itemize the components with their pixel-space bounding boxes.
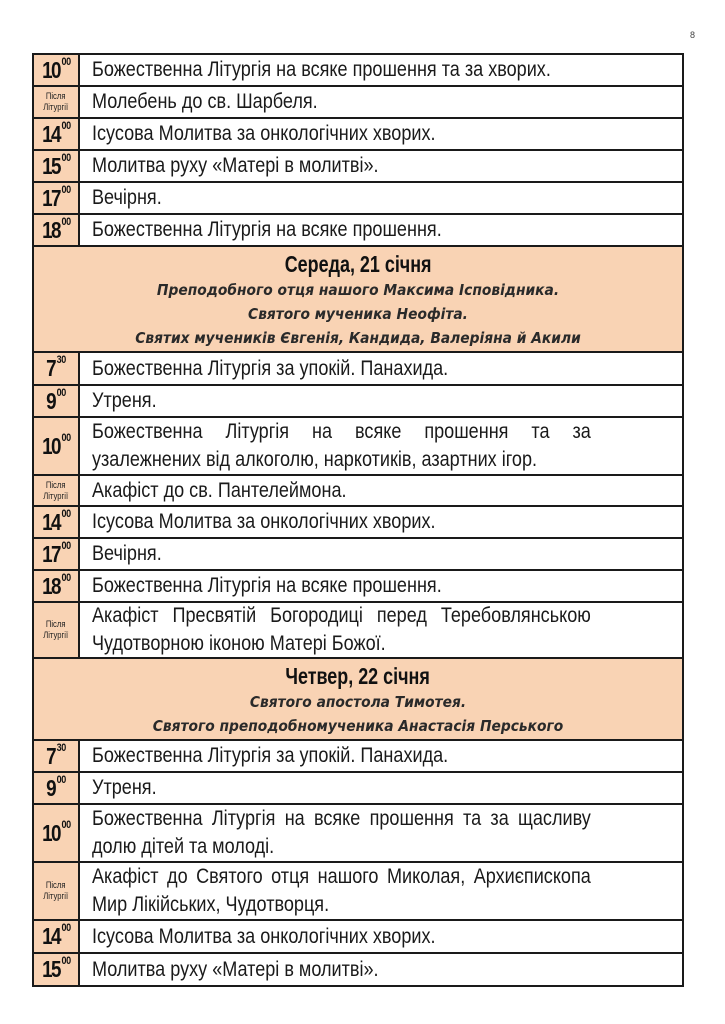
- day-title: Четвер, 22 січня: [285, 663, 431, 689]
- feast-line: Святого апостола Тимотея.: [249, 693, 467, 711]
- event-description: Божественна Літургія на всяке прошення та за щасливу долю дітей та молоді.: [92, 807, 591, 858]
- time-cell: 7 $^{30}$: [34, 353, 80, 384]
- feast-line: Святого преподобномученика Анастасія Перського: [152, 717, 564, 735]
- table-row: [34, 386, 682, 418]
- time-cell: 10 $^{00}$: [34, 418, 80, 474]
- table-row: [34, 87, 682, 119]
- time-cell: Після Літургії: [34, 863, 80, 919]
- event-description: Божественна Літургія на всяке прошення та за узалежнених від алкоголю, наркотиків, азартних ігор.: [92, 420, 591, 471]
- schedule-table: [32, 53, 684, 987]
- event-description: Вечірня.: [92, 186, 162, 209]
- event-description: Утреня.: [92, 776, 157, 799]
- table-row: [34, 183, 682, 215]
- feast-line: Преподобного отця нашого Максима Ісповідника.: [156, 281, 560, 299]
- table-row: [34, 863, 682, 921]
- table-row: [34, 603, 682, 659]
- feast-line: Святих мучеників Євгенія, Кандида, Валеріяна й Акили: [135, 329, 581, 347]
- event-description: Ісусова Молитва за онкологічних хворих.: [92, 510, 436, 533]
- time-cell: 9 $^{00}$: [34, 386, 80, 416]
- page-number: 8: [690, 30, 696, 40]
- event-description: Акафіст до св. Пантелеймона.: [92, 478, 347, 502]
- time-cell: Після Літургії: [34, 87, 80, 117]
- table-row: [34, 151, 682, 183]
- event-description: Божественна Літургія на всяке прошення.: [92, 574, 442, 597]
- time-cell: 17 $^{00}$: [34, 183, 80, 213]
- event-description: Божественна Літургія за упокій. Панахида.: [92, 744, 449, 767]
- time-cell: 17 $^{00}$: [34, 539, 80, 569]
- event-description: Божественна Літургія за упокій. Панахида.: [92, 356, 449, 380]
- event-description: Молебень до св. Шарбеля.: [92, 90, 318, 113]
- time-cell: 18 $^{00}$: [34, 571, 80, 601]
- time-cell: 9 $^{00}$: [34, 773, 80, 803]
- table-row: [34, 741, 682, 773]
- table-row: [34, 921, 682, 954]
- time-cell: 10 $^{00}$: [34, 55, 80, 85]
- time-cell: 10 $^{00}$: [34, 805, 80, 861]
- event-description: Молитва руху «Матері в молитві».: [92, 154, 379, 177]
- event-description: Божественна Літургія на всяке прошення та за хворих.: [92, 58, 551, 81]
- table-row: [34, 507, 682, 539]
- table-row: [34, 571, 682, 603]
- table-row: [34, 805, 682, 863]
- day-title: Середа, 21 січня: [284, 251, 432, 277]
- event-description: Акафіст до Святого отця нашого Миколая, Архиєпископа Мир Лікійських, Чудотворця.: [92, 865, 591, 916]
- table-row: [34, 353, 682, 386]
- table-row: [34, 539, 682, 571]
- day-header: [34, 659, 682, 741]
- time-cell: 14 $^{00}$: [34, 507, 80, 537]
- feast-line: Святого мученика Неофіта.: [248, 305, 468, 323]
- table-row: [34, 215, 682, 247]
- time-cell: 7 $^{30}$: [34, 741, 80, 771]
- time-cell: 14 $^{00}$: [34, 921, 80, 952]
- event-description: Ісусова Молитва за онкологічних хворих.: [92, 122, 436, 145]
- table-row: [34, 773, 682, 805]
- table-row: [34, 119, 682, 151]
- table-row: [34, 476, 682, 507]
- time-cell: 18 $^{00}$: [34, 215, 80, 245]
- event-description: Ісусова Молитва за онкологічних хворих.: [92, 924, 436, 948]
- time-cell: Після Літургії: [34, 476, 80, 505]
- day-header: [34, 247, 682, 353]
- time-cell: Після Літургії: [34, 603, 80, 657]
- table-row: [34, 55, 682, 87]
- table-row: [34, 954, 682, 985]
- table-row: [34, 418, 682, 476]
- time-cell: 14 $^{00}$: [34, 119, 80, 149]
- event-description: Акафіст Пресвятій Богородиці перед Теребовлянською Чудотворною іконою Матері Божої.: [92, 604, 591, 655]
- event-description: Вечірня.: [92, 542, 162, 565]
- time-cell: 15 $^{00}$: [34, 151, 80, 181]
- time-cell: 15 $^{00}$: [34, 954, 80, 985]
- event-description: Божественна Літургія на всяке прошення.: [92, 218, 442, 241]
- event-description: Утреня.: [92, 389, 157, 412]
- event-description: Молитва руху «Матері в молитві».: [92, 957, 379, 981]
